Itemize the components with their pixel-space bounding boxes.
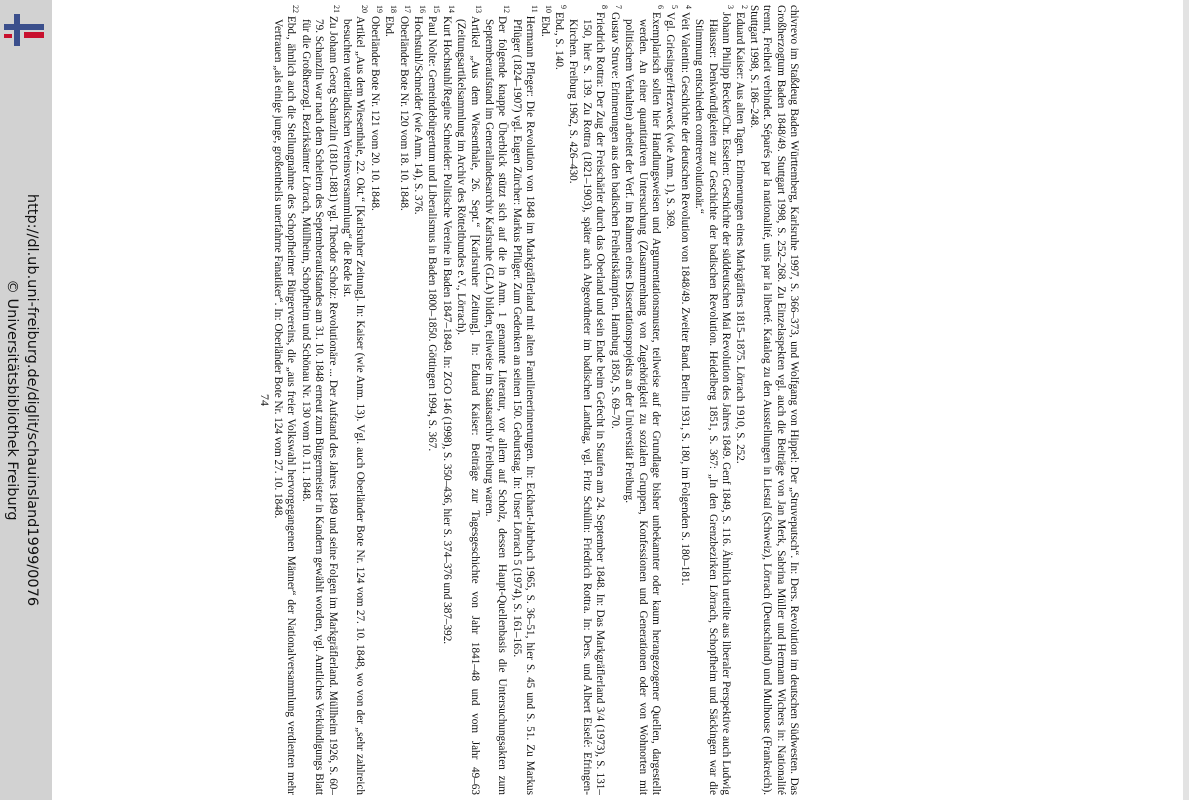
footnote-text: Eduard Kaiser: Aus alten Tagen. Erinnerungen eines Markgräflers 1815–1875. Lörrach 1910, S. 252. <box>734 12 747 464</box>
footnote-number: 12 <box>502 5 512 13</box>
footnote-number: 19 <box>374 5 384 13</box>
footnote-text: Paul Nolte: Gemeindebürgertum und Liberalismus in Baden 1800–1850. Göttingen 1994, S. 367. <box>426 16 439 452</box>
footnote-text: Oberländer Bote Nr. 121 vom 20. 10. 1848. <box>368 16 381 211</box>
footnote-continuation: chivrevo im Staßdeug Baden Württemberg, Karlsruhe 1997, S. 366–373, und Wolfgang von Hippel: Der „Struveputsch“. In: Ders. Revolution im deutschen Südwesten. Das Großherzogtum Baden 1848/49. Stuttgart 1998, S. 252–268. Zu Einzelaspekten vgl. auch die Beiträge von Jan Merk, Sabrina Müller und Hermann Wichers in: Nationalité trennt, Freiheit verbindet. Séparés par la nationalité, unis par la liberté. Katalog zu den Ausstellungen in Liestal (Schweiz), Lörrach (Deutschland) und Mulhouse (Frankreich). Stuttgart 1998, S. 186–248. <box>747 5 800 795</box>
footnote-text: Gustav Struve: Erinnerungen aus den badischen Freiheitskämpfen. Hamburg 1850, S. 69–70. <box>608 12 621 429</box>
document-url-link[interactable]: http://dl.ub.uni-freiburg.de/diglit/schauinsland1999/0076 <box>24 193 40 607</box>
footnote <box>663 5 680 795</box>
footnote-text: Hermann Pfleger: Die Revolution von 1848 im Markgräflerland mit alten Familienerinnerungen. In: Eckhart-Jahrbuch 1965, S. 36–51, hier S. 45 und S. 51. Zu Markus Pflüger (1824–1907) vgl. Eugen Zürcher: Markus Pflüger. Zum Gedenken an seinen 150. Geburtstag. In: Unser Lörrach 5 (1974), S. 161–165. <box>510 15 537 795</box>
footnote-number: 16 <box>417 5 427 13</box>
footnote <box>733 5 750 795</box>
viewer-sidebar <box>0 0 52 800</box>
footnote <box>425 5 442 795</box>
footnote <box>367 5 384 795</box>
footnote <box>566 5 610 795</box>
sidebar-credit <box>2 0 42 810</box>
footnote-text: Artikel „Aus dem Wiesenthale, 22. Okt.“ [Karlsruher Zeitung]. In: Kaiser (wie Anm. 13). Vgl. auch Oberländer Bote Nr. 124 vom 27. 10. 1848, wo von der „sehr zahlreich besuchten vaterländischen Vereinsversammlung“ die Rede ist. <box>341 16 367 795</box>
footnote-number: 21 <box>332 5 342 13</box>
footnote <box>396 5 413 795</box>
footnote <box>607 5 624 795</box>
footnote <box>552 5 568 795</box>
footnote-number: 9 <box>558 5 568 9</box>
footnote-number: 18 <box>388 5 398 13</box>
footnotes-list <box>271 5 750 795</box>
footnote <box>482 5 512 795</box>
footnote-text: Exemplarisch sollen hier Handlungsweisen und Argumentationsmuster, teilweise auf der Grundlage bisher unbekannter oder kaum herangezogener Quellen, dargestellt werden. An einer quantitativen Untersuchung (Zusammenhang von Zugehörigkeit zu sozialen Gruppen, Konfessionen und Generationen oder von Wohnorten mit politischem Verhalten) arbeitet der Verf. im Rahmen eines Dissertationsprojekts an der Universität Freiburg. <box>623 12 662 795</box>
footnote <box>509 5 540 795</box>
footnote <box>692 5 735 795</box>
footnote-text: Ebd. <box>383 16 396 37</box>
footnote-number: 10 <box>544 5 554 13</box>
footnote-number: 5 <box>670 5 680 9</box>
footnote <box>382 5 398 795</box>
footnote-number: 14 <box>446 5 456 13</box>
footnote-number: 22 <box>291 5 301 13</box>
footnote-number: 2 <box>740 5 750 9</box>
footnote-number: 3 <box>725 5 735 9</box>
footnote <box>298 5 342 795</box>
footnote-text: Der folgende knappe Überblick stützt sich auf die in Anm. 1 genannte Literatur, vor allem auf Scholz, dessen Haupt-Quellenbasis die Untersuchungsakten zum Septemberaufstand im Generallandesarchiv Karlsruhe (GLA) bilden, teilweise im Staatsarchiv Freiburg waren. <box>483 16 509 795</box>
footnote-number: 6 <box>655 5 665 9</box>
footnote-text: Oberländer Bote Nr. 120 vom 18. 10. 1848. <box>397 16 410 211</box>
footnote-text: Hochstuhl/Schneider (wie Anm. 14), S. 376. <box>412 16 425 215</box>
footnote <box>454 5 484 795</box>
footnote <box>411 5 427 795</box>
footnote-number: 4 <box>684 5 694 9</box>
footnote-text: Zu Johann Georg Schanzlin (1810–1881) vgl. Theodor Scholz: Revolutionäre ... Der Aufstand des Jahres 1849 und seine Folgen im Markgräflerland. Müllheim 1926, S. 60–79. Schanzlin war nach dem Scheitern des Septemberaufstandes am 31. 10. 1848 erneut zum Bürgermeister in Kandern gewählt worden, vgl. Amtliches Verkündigungs Blatt für die Großherzogl. Bezirksämter Lörrach, Müllheim, Schopfheim und Schönau Nr. 130 vom 10. 11. 1848. <box>299 16 339 795</box>
footnote-number: 15 <box>432 5 442 13</box>
footnote <box>537 5 554 795</box>
copyright-notice: © Universitätsbibliothek Freiburg <box>4 279 20 521</box>
viewer-right-edge <box>1183 0 1189 800</box>
footnote-text: Kurt Hochstuhl/Regine Schneider: Politische Vereine in Baden 1847–1849. In: ZGO 146 (1998), S. 350–436, hier S. 374–376 und 387–392. <box>440 16 453 645</box>
footnote <box>340 5 370 795</box>
footnote-number: 17 <box>403 5 413 13</box>
footnote-text: Ebd., S. 140. <box>553 12 566 70</box>
footnote <box>622 5 665 795</box>
footnote-text: Friedrich Rottra: Der Zug der Freischärler durch das Oberland und sein Ende beim Gefecht in Staufen am 24. September 1848. In: Das Markgräflerland 3/4 (1973), S. 131–150, hier S. 139. Zu Rottra (1821–1903), später auch Abgeordneter im badischen Landtag, vgl. Fritz Schülin: Friedrich Rottra. In: Ders. und Albert Eiselé: Efringen-Kirchen. Freiburg 1962, S. 426–430. <box>567 12 607 795</box>
footnote-number: 7 <box>614 5 624 9</box>
footnote-text: Johann Philipp Becker/Chr. Esselen: Geschichte der süddeutschen Mai Revolution des Jahres 1849. Genf 1849, S. 116. Ähnlich urteilte aus liberaler Perspektive auch Ludwig Häusser: Denkwürdigkeiten zur Geschichte der badischen Revolution. Heidelberg 1851, S. 367: „In den Grenzbezirken Lörrach, Schopfheim und Säckingen war die Stimmung entschieden contrerevolutionär.“ <box>693 12 732 795</box>
scanned-page <box>250 0 800 800</box>
footnote-text: Ebd. <box>538 16 551 37</box>
page-content <box>250 5 800 795</box>
footnote-text: Vgl. Griesinger/Herzweck (wie Anm. 1), S. 369. <box>664 12 677 230</box>
footnote-text: Veit Valentin: Geschichte der deutschen Revolution von 1848/49. Zweiter Band. Berlin 1931, S. 180, im Folgenden S. 180–181. <box>678 12 691 586</box>
footnote <box>439 5 456 795</box>
footnote-text: Artikel „Aus dem Wiesenthale, 26. Sept.“ [Karlsruher Zeitung]. In: Eduard Kaiser: Beiträge zur Tagesgeschichte von Jahr 1841–48 und vom Jahr 49–63 (Zeitungsartikelsammlung im Archiv des Rötteltbundes e.V., Lörrach). <box>455 16 481 795</box>
footnote-number: 13 <box>474 5 484 13</box>
page-number: 74 <box>258 394 273 406</box>
footnote <box>271 5 301 795</box>
footnote-number: 11 <box>530 5 540 13</box>
footnote <box>677 5 694 795</box>
footnote-text: Ebd., ähnlich auch die Stellungnahme des Schopfheimer Bürgervereins, die „aus freier Volkswahl hervorgegangenen Männer“ der Nationalversammlung verdienten mehr Vertrauen „als einige junge, großentheils unerfahrne Fanatiker“. In: Oberländer Bote Nr. 124 vom 27. 10. 1848. <box>271 16 298 795</box>
footnote-number: 20 <box>360 5 370 13</box>
footnote-number: 8 <box>600 5 610 9</box>
